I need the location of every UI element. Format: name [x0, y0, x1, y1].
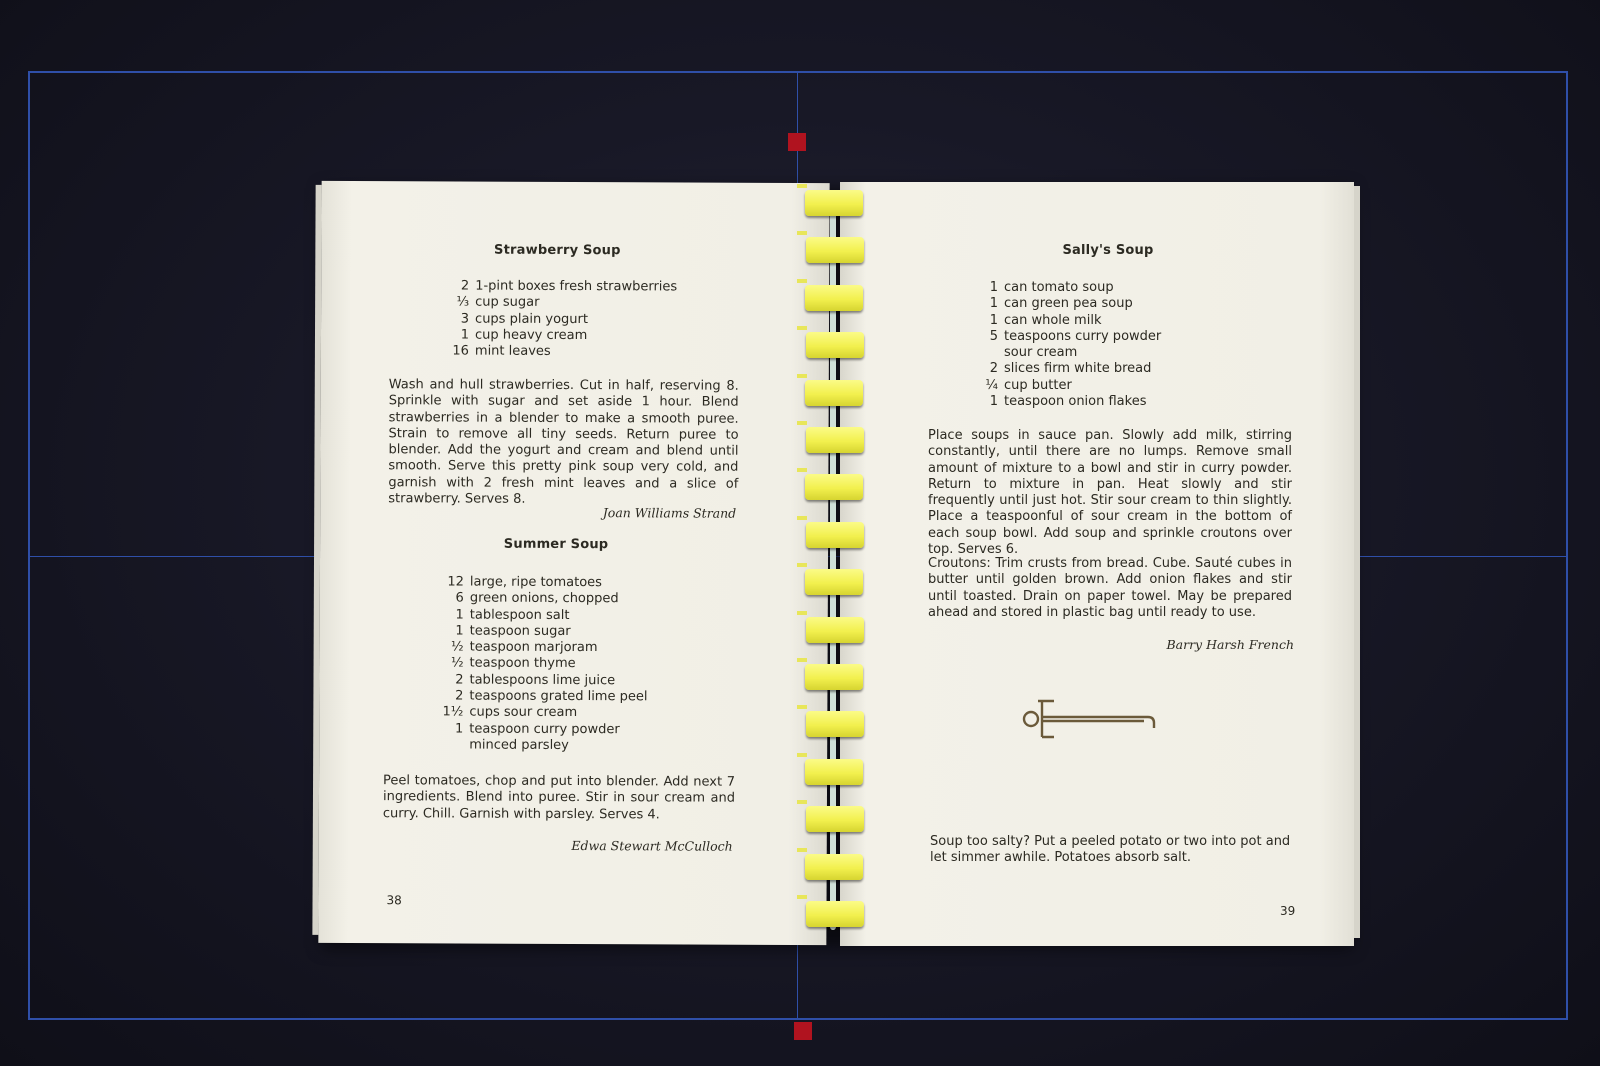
binding-coil [806, 806, 864, 832]
ingredient-row [435, 688, 647, 705]
ingredient-item: teaspoon curry powder [469, 721, 620, 737]
ingredient-row [970, 329, 1161, 345]
ingredient-item: large, ripe tomatoes [469, 574, 603, 591]
directions-summer-soup: Peel tomatoes, chop and put into blender. Add next 7 ingredients. Blend into puree. Stir in sour cream and curry. Chill. Garnish with parsley. Serves 4. [382, 773, 736, 822]
binding-coil-tab [797, 231, 807, 235]
ingredient-row [436, 574, 648, 591]
binding-coil [806, 237, 864, 263]
binding-coil [806, 332, 864, 358]
directions-strawberry-soup: Wash and hull strawberries. Cut in half, reserving 8. Sprinkle with sugar and set aside 1 hour. Blend strawberries in a blender to make a smooth puree. Strain to remove all tiny seeds. Return puree to blender. Add the yogurt and cream and blend until smooth. Serve this pretty pink soup very cold, and garnish with 2 fresh mint leaves and a slice of strawberry. Serves 8. [388, 377, 739, 507]
ingredient-item: cup butter [1004, 377, 1072, 393]
ingredient-quantity: 6 [455, 590, 464, 606]
page-number-right: 39 [1280, 904, 1296, 918]
ingredient-row [970, 313, 1161, 329]
ingredient-item: minced parsley [469, 737, 569, 753]
binding-coil [806, 522, 864, 548]
right-page-edge [1354, 186, 1360, 938]
ingredient-item: cup heavy cream [474, 327, 588, 343]
ingredient-item: can tomato soup [1004, 280, 1114, 295]
ingredient-row [441, 344, 677, 361]
ingredient-quantity: ¼ [985, 377, 998, 393]
ingredient-list-summer-soup [435, 574, 648, 754]
ingredient-quantity: 2 [989, 361, 998, 377]
ingredient-row [970, 280, 1161, 296]
binding-coil [806, 427, 864, 453]
ingredient-row [970, 378, 1161, 394]
ingredient-item: slices firm white bread [1004, 361, 1152, 377]
ingredient-quantity: 1 [455, 623, 464, 639]
ingredient-item: tablespoons lime juice [469, 672, 616, 688]
ingredient-row [970, 296, 1161, 312]
ingredient-item: can green pea soup [1004, 296, 1133, 312]
ingredient-item: sour cream [1004, 345, 1078, 361]
binding-coil [806, 711, 864, 737]
guide-frame-right [1566, 71, 1568, 1020]
ingredient-item: cups plain yogurt [475, 311, 589, 327]
ingredient-row [436, 623, 648, 640]
ingredient-quantity: 12 [447, 574, 464, 590]
binding-coil-tab [797, 705, 807, 709]
binding-coil [805, 664, 863, 690]
author-sallys-soup: Barry Harsh French [1166, 637, 1294, 652]
binding-coil-tab [797, 516, 807, 520]
ingredient-item: teaspoons curry powder [1004, 328, 1162, 344]
ingredient-row [436, 656, 648, 673]
guide-frame-top [28, 71, 1568, 73]
right-page [840, 182, 1354, 946]
author-summer-soup: Edwa Stewart McCulloch [571, 837, 733, 854]
ingredient-quantity: 3 [460, 311, 470, 327]
ingredient-quantity: 1½ [442, 704, 464, 720]
ingredient-row [970, 394, 1161, 410]
binding-coil-tab [797, 848, 807, 852]
ladle-icon [1020, 698, 1166, 742]
ingredient-item: teaspoon sugar [469, 623, 571, 639]
binding-coil-tab [797, 279, 807, 283]
directions-sallys-soup: Place soups in sauce pan. Slowly add milk, stirring constantly, until there are no lumps. Remove small amount of mixture to a bowl and stir in curry powder. Return to mixture in pan. Heat slowly and stir frequently until just hot. Stir sour cream to thin slightly. Place a teaspoonful of sour cream in the bottom of each soup bowl. Add soup and sprinkle croutons over top. Serves 6. [928, 428, 1292, 558]
alignment-marker-top [788, 133, 806, 151]
binding-coil-tab [797, 468, 807, 472]
ingredient-item: cup sugar [475, 294, 540, 311]
ingredient-list-strawberry-soup [441, 278, 677, 361]
tip-text: Soup too salty? Put a peeled potato or two into pot and let simmer awhile. Potatoes absorb salt. [930, 834, 1291, 866]
ingredient-row [970, 345, 1161, 361]
ingredient-quantity: 1 [989, 280, 998, 295]
ingredient-row [436, 591, 648, 608]
ingredient-quantity: 1 [989, 394, 998, 410]
ingredient-quantity: 5 [989, 328, 998, 344]
ingredient-row [435, 737, 647, 754]
binding-coil [805, 854, 863, 880]
ingredient-row [441, 295, 677, 312]
ingredient-quantity: 2 [455, 688, 464, 704]
ingredient-quantity: 1 [460, 327, 470, 343]
binding-coil [806, 901, 864, 927]
binding-coil-tab [797, 421, 807, 425]
ingredient-row [435, 721, 647, 738]
recipe-title-strawberry-soup: Strawberry Soup [494, 242, 621, 259]
guide-frame-left [28, 71, 30, 1020]
ingredient-quantity: 1 [454, 721, 464, 737]
ingredient-row [436, 607, 648, 624]
ingredient-item: cups sour cream [469, 704, 578, 721]
croutons-note: Croutons: Trim crusts from bread. Cube. Sauté cubes in butter until golden brown. Add onion flakes and stir until toasted. Drain on paper towel. May be prepared ahead and stored in plastic bag until ready to use. [928, 556, 1292, 620]
ingredient-quantity: 2 [455, 672, 464, 688]
ingredient-item: tablespoon salt [469, 607, 570, 623]
recipe-title-summer-soup: Summer Soup [503, 536, 609, 553]
ingredient-quantity: 1 [989, 296, 998, 312]
binding-coil-tab [797, 563, 807, 567]
binding-coil-tab [797, 800, 807, 804]
ingredient-row [435, 672, 647, 689]
binding-coil [805, 759, 863, 785]
ingredient-row [435, 705, 647, 722]
binding-coil-tab [797, 374, 807, 378]
guide-frame-bottom [28, 1018, 1568, 1020]
ingredient-item: teaspoon thyme [469, 656, 576, 672]
ingredient-quantity: 2 [460, 278, 470, 294]
ingredient-item: can whole milk [1004, 312, 1102, 328]
binding-coil-tab [797, 611, 807, 615]
ingredient-item: green onions, chopped [469, 590, 619, 607]
binding-coil-tab [797, 184, 807, 188]
binding-coil-tab [797, 326, 807, 330]
ingredient-row [436, 640, 648, 657]
ingredient-quantity: ½ [450, 639, 464, 655]
ingredient-quantity: ⅓ [456, 294, 470, 310]
ingredient-row [441, 278, 677, 295]
ingredient-row [441, 311, 677, 328]
binding-coil [805, 190, 863, 216]
alignment-marker-bottom [794, 1022, 812, 1040]
ingredient-quantity: 1 [455, 607, 464, 623]
ingredient-item: teaspoon onion flakes [1004, 394, 1147, 410]
binding-coil-tab [797, 895, 807, 899]
ingredient-item: teaspoons grated lime peel [469, 688, 648, 705]
binding-coil [806, 617, 864, 643]
binding-coil-tab [797, 753, 807, 757]
binding-coil [805, 569, 863, 595]
binding-coil-tab [797, 658, 807, 662]
page-number-left: 38 [386, 893, 402, 908]
ingredient-item: 1-pint boxes fresh strawberries [475, 278, 678, 295]
ingredient-quantity: 1 [989, 312, 998, 328]
ingredient-quantity: ½ [450, 655, 464, 672]
binding-coil [805, 285, 863, 311]
ingredient-row [970, 361, 1161, 377]
binding-coil [805, 474, 863, 500]
ingredient-quantity: 16 [452, 343, 469, 359]
ingredient-row [441, 327, 677, 344]
left-page [318, 181, 829, 945]
author-strawberry-soup: Joan Williams Strand [602, 505, 737, 521]
binding-coil [805, 380, 863, 406]
ingredient-item: mint leaves [474, 343, 551, 360]
ingredient-list-sallys-soup [970, 280, 1161, 410]
ingredient-item: teaspoon marjoram [469, 639, 598, 656]
recipe-title-sallys-soup: Sally's Soup [1062, 243, 1154, 258]
